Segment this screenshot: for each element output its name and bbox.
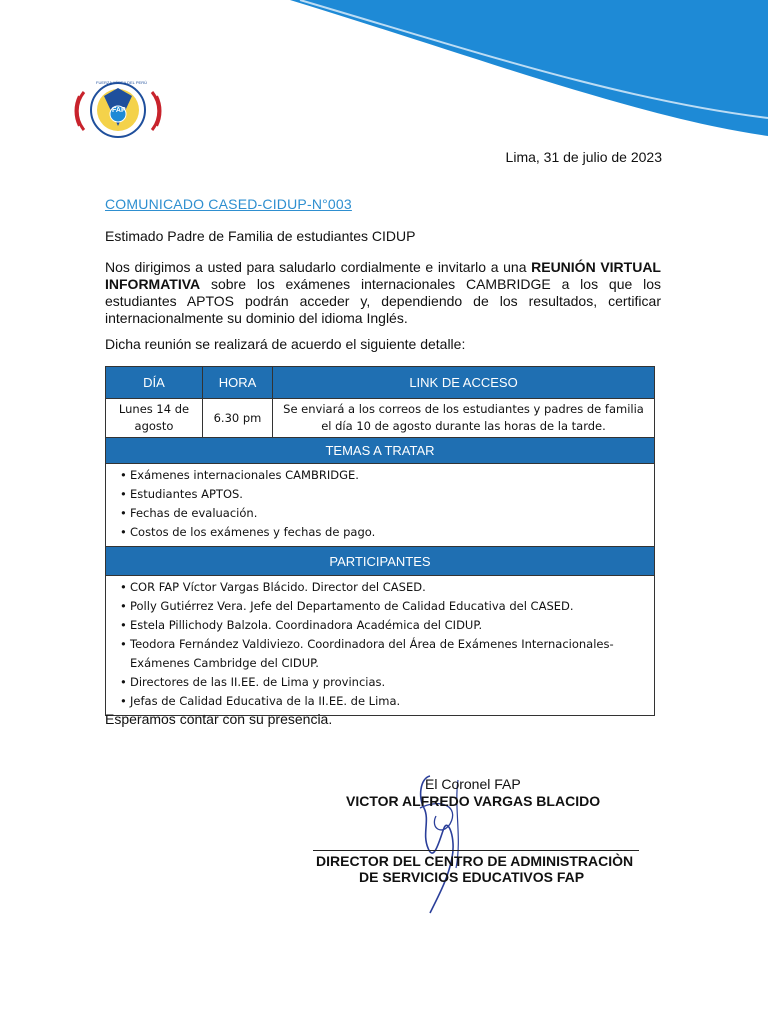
header-link: LINK DE ACCESO	[273, 367, 655, 399]
body-paragraph: Nos dirigimos a usted para saludarlo cordialmente e invitarlo a una REUNIÓN VIRTUAL INFORMATIVA sobre los exámenes internacionales CAMBRIDGE a los que los estudiantes APTOS podrán acceder y, dependiendo de los resultados, certificar internacionalmente su dominio del idioma Inglés.	[105, 259, 661, 326]
signature-line	[313, 850, 639, 851]
list-item: • Estela Pillichody Balzola. Coordinadora Académica del CIDUP.	[120, 616, 646, 635]
body-bold: REUNIÓN VIRTUAL INFORMATIVA	[105, 259, 661, 292]
topics-list	[120, 466, 646, 542]
signer-title-line2: DE SERVICIOS EDUCATIVOS FAP	[359, 869, 585, 885]
list-item: • Jefas de Calidad Educativa de la II.EE. de Lima.	[120, 692, 646, 711]
cell-link: Se enviará a los correos de los estudiantes y padres de familia el día 10 de agosto durante las horas de la tarde.	[273, 399, 655, 438]
participants-list	[120, 578, 646, 711]
header-time: HORA	[203, 367, 273, 399]
list-item: • Polly Gutiérrez Vera. Jefe del Departamento de Calidad Educativa del CASED.	[120, 597, 646, 616]
participants-header: PARTICIPANTES	[106, 547, 655, 576]
signer-rank: El Coronel FAP	[425, 776, 521, 792]
list-item: • COR FAP Víctor Vargas Blácido. Director del CASED.	[120, 578, 646, 597]
greeting: Estimado Padre de Familia de estudiantes CIDUP	[105, 228, 416, 244]
cell-day: Lunes 14 de agosto	[106, 399, 203, 438]
list-item: • Costos de los exámenes y fechas de pago.	[120, 523, 646, 542]
list-item: • Estudiantes APTOS.	[120, 485, 646, 504]
signer-title-line1: DIRECTOR DEL CENTRO DE ADMINISTRACIÒN	[316, 853, 634, 869]
letter-date: Lima, 31 de julio de 2023	[505, 149, 662, 165]
closing-line: Esperamos contar con su presencia.	[105, 711, 333, 727]
communique-title: COMUNICADO CASED-CIDUP-N°003	[105, 196, 352, 212]
list-item: • Directores de las II.EE. de Lima y provincias.	[120, 673, 646, 692]
fap-logo: FUERZA AÉREA DEL PERÚ FAP	[74, 74, 162, 144]
list-item: • Fechas de evaluación.	[120, 504, 646, 523]
topics-header: TEMAS A TRATAR	[106, 438, 655, 464]
participants-cell	[106, 576, 655, 716]
list-item: • Exámenes internacionales CAMBRIDGE.	[120, 466, 646, 485]
detail-intro: Dicha reunión se realizará de acuerdo el siguiente detalle:	[105, 336, 466, 352]
meeting-details-table	[105, 366, 655, 716]
cell-time: 6.30 pm	[203, 399, 273, 438]
header-day: DÍA	[106, 367, 203, 399]
list-item: • Teodora Fernández Valdiviezo. Coordinadora del Área de Exámenes Internacionales-Exámenes Cambridge del CIDUP.	[120, 635, 646, 673]
topics-cell	[106, 464, 655, 547]
signer-name: VICTOR ALFREDO VARGAS BLACIDO	[346, 793, 601, 809]
